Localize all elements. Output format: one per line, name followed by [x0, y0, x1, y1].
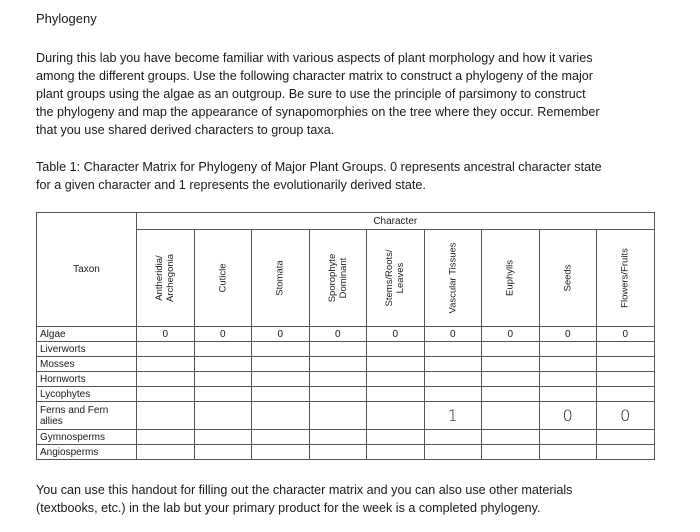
matrix-cell[interactable]	[482, 372, 540, 387]
matrix-cell[interactable]: 0	[252, 327, 310, 342]
page-title: Phylogeny	[36, 11, 97, 26]
matrix-cell[interactable]	[367, 342, 425, 357]
matrix-cell[interactable]	[309, 387, 367, 402]
taxon-name	[37, 387, 137, 402]
table-row	[37, 387, 655, 402]
matrix-cell[interactable]	[194, 387, 252, 402]
taxon-name-line: Algae	[40, 328, 66, 340]
matrix-cell[interactable]	[424, 387, 482, 402]
matrix-cell[interactable]	[367, 357, 425, 372]
matrix-cell[interactable]: 0	[597, 402, 655, 430]
character-label	[384, 249, 406, 306]
character-label-line: Leaves	[395, 262, 407, 294]
taxon-name-line: allies	[40, 415, 63, 427]
matrix-cell[interactable]: 0	[539, 327, 597, 342]
matrix-cell[interactable]: 0	[309, 327, 367, 342]
table-row	[37, 445, 655, 460]
matrix-cell[interactable]	[194, 372, 252, 387]
matrix-cell[interactable]	[252, 342, 310, 357]
character-group-header: Character	[137, 213, 655, 230]
character-header	[367, 230, 425, 327]
matrix-cell[interactable]	[137, 402, 195, 430]
matrix-cell[interactable]	[252, 357, 310, 372]
intro-line: During this lab you have become familiar with various aspects of plant morphology and how it varies	[36, 51, 593, 65]
footer-paragraph	[36, 481, 668, 517]
character-label-line: Sporophyte	[326, 253, 338, 303]
matrix-cell[interactable]	[137, 342, 195, 357]
matrix-cell[interactable]	[252, 430, 310, 445]
matrix-cell[interactable]	[137, 387, 195, 402]
matrix-cell[interactable]	[424, 342, 482, 357]
character-label-line: Cuticle	[217, 263, 229, 293]
matrix-cell[interactable]	[137, 357, 195, 372]
matrix-cell[interactable]	[482, 342, 540, 357]
character-label	[447, 242, 458, 313]
taxon-name	[37, 445, 137, 460]
taxon-name-line: Mosses	[40, 358, 75, 370]
taxon-name-line: Angiosperms	[40, 446, 99, 458]
matrix-cell[interactable]	[367, 445, 425, 460]
character-label-line: Stems/Roots/	[384, 249, 396, 307]
matrix-cell[interactable]	[252, 445, 310, 460]
table-row	[37, 342, 655, 357]
matrix-cell[interactable]	[482, 387, 540, 402]
table-row	[37, 357, 655, 372]
matrix-cell[interactable]: 0	[194, 327, 252, 342]
matrix-cell[interactable]: 1	[424, 402, 482, 430]
footer-line: You can use this handout for filling out the character matrix and you can also use other materials	[36, 483, 573, 497]
character-header	[309, 230, 367, 327]
intro-line: that you use shared derived characters to group taxa.	[36, 123, 335, 137]
taxon-name	[37, 402, 137, 430]
table-row	[37, 372, 655, 387]
matrix-cell[interactable]	[597, 342, 655, 357]
character-header	[252, 230, 310, 327]
matrix-cell[interactable]	[367, 402, 425, 430]
matrix-cell[interactable]	[309, 357, 367, 372]
character-label-line: Flowers/Fruits	[619, 248, 631, 308]
table-row	[37, 402, 655, 430]
character-label	[505, 260, 516, 296]
matrix-cell[interactable]	[309, 445, 367, 460]
character-header	[424, 230, 482, 327]
character-label-line: Antheridia/	[154, 255, 166, 301]
taxon-name-line: Hornworts	[40, 373, 86, 385]
matrix-cell[interactable]	[137, 430, 195, 445]
matrix-cell[interactable]	[482, 430, 540, 445]
character-label-line: Archegonia	[165, 253, 177, 303]
intro-paragraph	[36, 49, 668, 139]
matrix-cell[interactable]	[482, 445, 540, 460]
character-label	[620, 248, 631, 308]
matrix-cell[interactable]	[252, 372, 310, 387]
character-label	[217, 263, 228, 292]
matrix-cell[interactable]	[539, 372, 597, 387]
character-header	[597, 230, 655, 327]
intro-line: among the different groups. Use the following character matrix to construct a phylogeny of the major	[36, 69, 593, 83]
character-label	[154, 254, 176, 302]
character-label-line: Euphylls	[504, 260, 516, 296]
matrix-cell[interactable]	[137, 372, 195, 387]
character-label-line: Seeds	[562, 264, 574, 292]
character-header	[194, 230, 252, 327]
taxon-header: Taxon	[37, 213, 137, 327]
matrix-cell[interactable]	[252, 387, 310, 402]
character-header	[482, 230, 540, 327]
character-label	[562, 265, 573, 292]
matrix-cell[interactable]	[597, 430, 655, 445]
matrix-cell[interactable]	[597, 445, 655, 460]
caption-line: for a given character and 1 represents the evolutionarily derived state.	[36, 178, 426, 192]
character-label-line: Dominant	[337, 257, 349, 299]
matrix-cell[interactable]	[539, 387, 597, 402]
character-header	[137, 230, 195, 327]
matrix-cell[interactable]	[194, 430, 252, 445]
table-row	[37, 430, 655, 445]
matrix-cell[interactable]	[539, 430, 597, 445]
caption-line: Table 1: Character Matrix for Phylogeny of Major Plant Groups. 0 represents ancestral character state	[36, 160, 602, 174]
taxon-name	[37, 327, 137, 342]
intro-line: plant groups using the algae as an outgroup. Be sure to use the principle of parsimony to construct	[36, 87, 586, 101]
taxon-name	[37, 357, 137, 372]
matrix-cell[interactable]: 0	[482, 327, 540, 342]
matrix-cell[interactable]	[137, 445, 195, 460]
matrix-cell[interactable]	[424, 357, 482, 372]
matrix-cell[interactable]: 0	[539, 402, 597, 430]
matrix-cell[interactable]	[194, 402, 252, 430]
taxon-name-line: Gymnosperms	[40, 431, 106, 443]
character-matrix-table	[36, 212, 655, 460]
matrix-cell[interactable]	[482, 357, 540, 372]
taxon-name	[37, 430, 137, 445]
matrix-cell[interactable]	[597, 387, 655, 402]
matrix-cell[interactable]: 0	[597, 327, 655, 342]
matrix-cell[interactable]: 0	[424, 327, 482, 342]
matrix-cell[interactable]	[194, 445, 252, 460]
taxon-name	[37, 372, 137, 387]
matrix-cell[interactable]	[424, 445, 482, 460]
taxon-name-line: Ferns and Fern	[40, 404, 109, 416]
table-row	[37, 327, 655, 342]
character-label-line: Stomata	[274, 260, 286, 296]
matrix-cell[interactable]	[539, 357, 597, 372]
matrix-cell[interactable]	[539, 445, 597, 460]
footer-line: (textbooks, etc.) in the lab but your primary product for the week is a completed phylogeny.	[36, 501, 541, 515]
matrix-cell[interactable]	[309, 342, 367, 357]
character-label	[327, 254, 349, 303]
table-caption	[36, 158, 668, 194]
matrix-cell[interactable]	[194, 342, 252, 357]
matrix-cell[interactable]	[367, 430, 425, 445]
matrix-cell[interactable]	[424, 372, 482, 387]
matrix-cell[interactable]	[424, 430, 482, 445]
matrix-cell[interactable]: 0	[137, 327, 195, 342]
matrix-cell[interactable]	[194, 357, 252, 372]
matrix-cell[interactable]	[482, 402, 540, 430]
matrix-cell[interactable]	[309, 372, 367, 387]
taxon-name-line: Lycophytes	[40, 388, 91, 400]
taxon-name	[37, 342, 137, 357]
matrix-cell[interactable]: 0	[367, 327, 425, 342]
taxon-name-line: Liverworts	[40, 343, 86, 355]
intro-line: the phylogeny and map the appearance of synapomorphies on the tree where they occur. Remember	[36, 105, 600, 119]
matrix-cell[interactable]	[597, 357, 655, 372]
character-header	[539, 230, 597, 327]
matrix-cell[interactable]	[367, 387, 425, 402]
matrix-cell[interactable]	[539, 342, 597, 357]
matrix-cell[interactable]	[252, 402, 310, 430]
matrix-cell[interactable]	[597, 372, 655, 387]
character-label-line: Vascular Tissues	[447, 242, 459, 314]
character-label	[275, 260, 286, 295]
matrix-cell[interactable]	[367, 372, 425, 387]
matrix-cell[interactable]	[309, 402, 367, 430]
matrix-cell[interactable]	[309, 430, 367, 445]
